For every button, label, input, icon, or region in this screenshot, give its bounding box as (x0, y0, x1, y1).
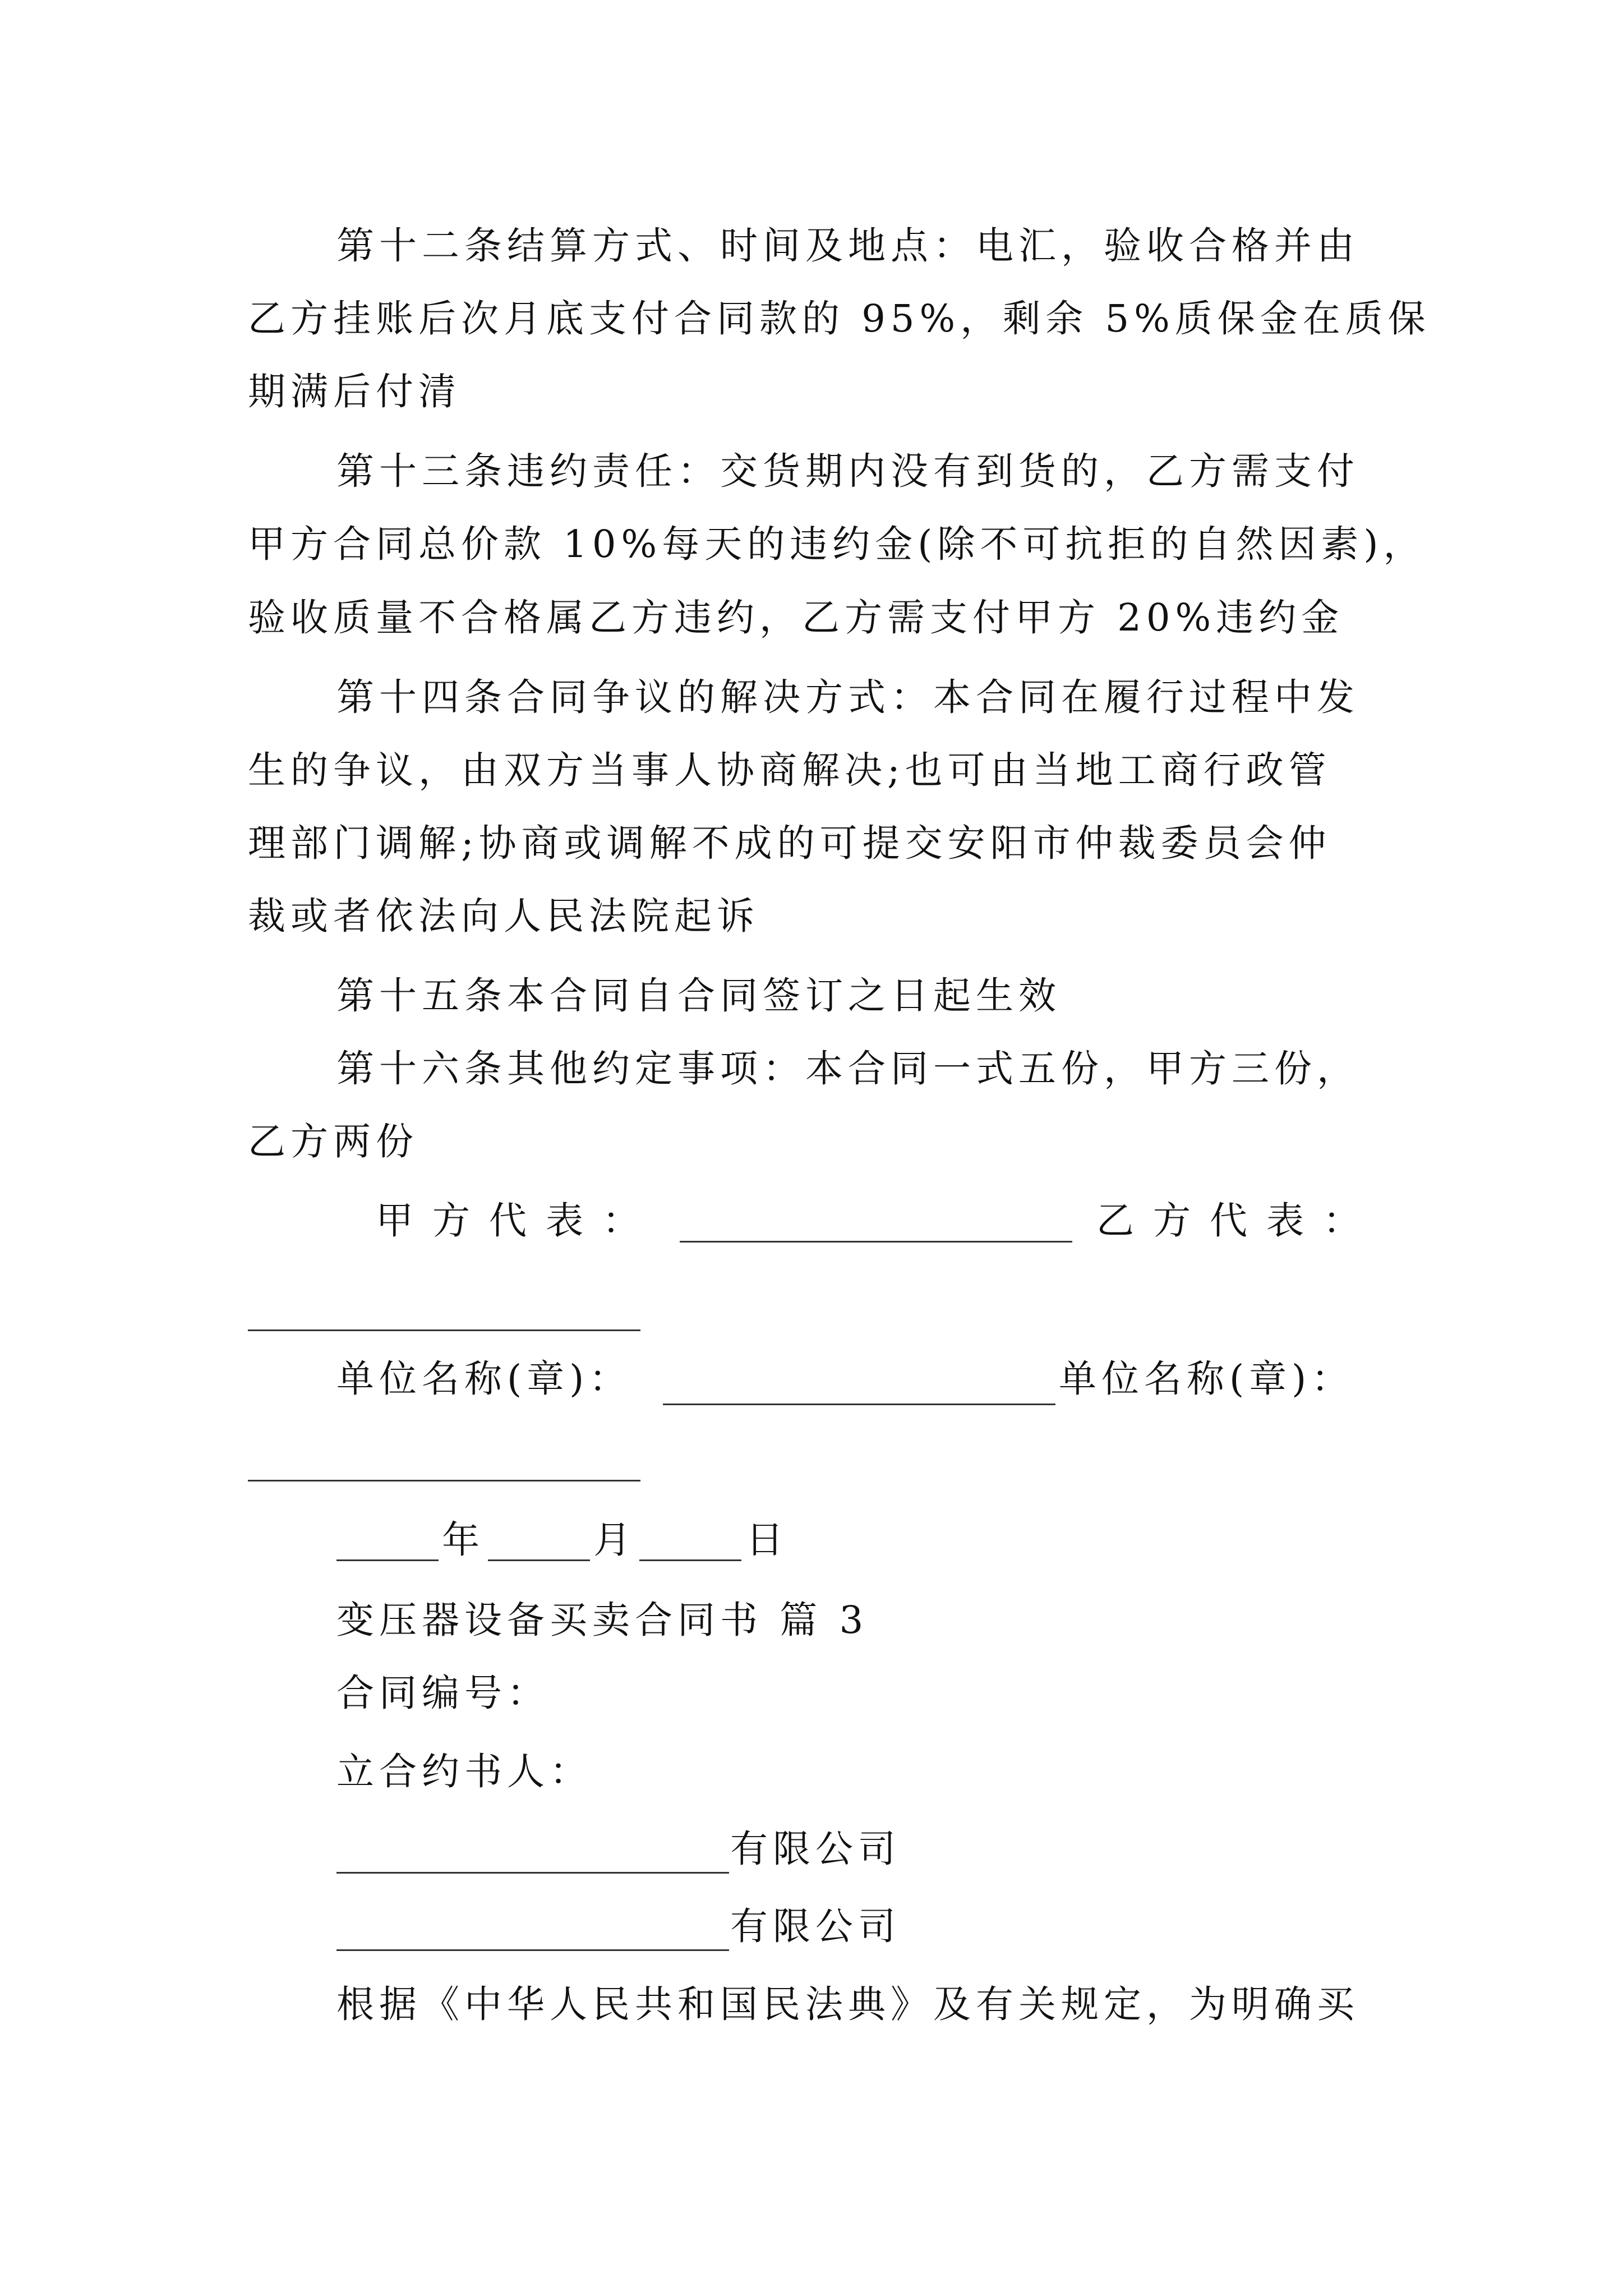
parties-label: 立合约书人： (336, 1750, 592, 1793)
article14-line3: 理部门调解;协商或调解不成的可提交安阳市仲裁委员会仲 (248, 821, 1331, 865)
section3-intro-line: 根据《中华人民共和国民法典》及有关规定，为明确买 (336, 1982, 1359, 2026)
article14-line1: 第十四条合同争议的解决方式：本合同在履行过程中发 (336, 675, 1359, 719)
party-a-unit-blank[interactable] (663, 1404, 1055, 1405)
year-blank[interactable] (336, 1559, 439, 1561)
party-a-rep-blank[interactable] (680, 1241, 1072, 1243)
month-label: 月 (593, 1518, 636, 1562)
article16-line1: 第十六条其他约定事项：本合同一式五份，甲方三份， (336, 1047, 1359, 1091)
day-blank[interactable] (639, 1559, 741, 1561)
contract-number-label: 合同编号： (336, 1671, 550, 1715)
article12-line1: 第十二条结算方式、时间及地点：电汇，验收合格并由 (336, 224, 1359, 268)
article13-line1: 第十三条违约责任：交货期内没有到货的，乙方需支付 (336, 449, 1359, 493)
company-2-suffix: 有限公司 (730, 1904, 901, 1948)
day-label: 日 (746, 1518, 789, 1562)
article14-line2: 生的争议，由双方当事人协商解决;也可由当地工商行政管 (248, 748, 1331, 792)
party-b-unit-label: 单位名称(章)： (1059, 1357, 1354, 1401)
party-a-rep-label: 甲方代表： (376, 1199, 659, 1243)
month-blank[interactable] (488, 1559, 590, 1561)
section3-title: 变压器设备买卖合同书 篇 3 (336, 1598, 869, 1642)
party-b-unit-blank[interactable] (248, 1480, 640, 1481)
company-1-blank[interactable] (336, 1872, 729, 1874)
company-2-blank[interactable] (336, 1949, 729, 1951)
article16-line2: 乙方两份 (248, 1120, 418, 1163)
party-a-unit-label: 单位名称(章)： (336, 1357, 632, 1401)
year-label: 年 (442, 1518, 485, 1562)
party-b-rep-label: 乙方代表： (1096, 1199, 1380, 1243)
article13-line2: 甲方合同总价款 10%每天的违约金(除不可抗拒的自然因素)， (248, 522, 1426, 566)
article12-line2: 乙方挂账后次月底支付合同款的 95%，剩余 5%质保金在质保 (248, 297, 1431, 341)
party-b-rep-blank[interactable] (248, 1329, 640, 1331)
article13-line3: 验收质量不合格属乙方违约，乙方需支付甲方 20%违约金 (248, 596, 1344, 639)
company-1-suffix: 有限公司 (730, 1827, 901, 1871)
article15-line1: 第十五条本合同自合同签订之日起生效 (336, 974, 1061, 1018)
article12-line3: 期满后付清 (248, 370, 461, 413)
article14-line4: 裁或者依法向人民法院起诉 (248, 894, 759, 938)
